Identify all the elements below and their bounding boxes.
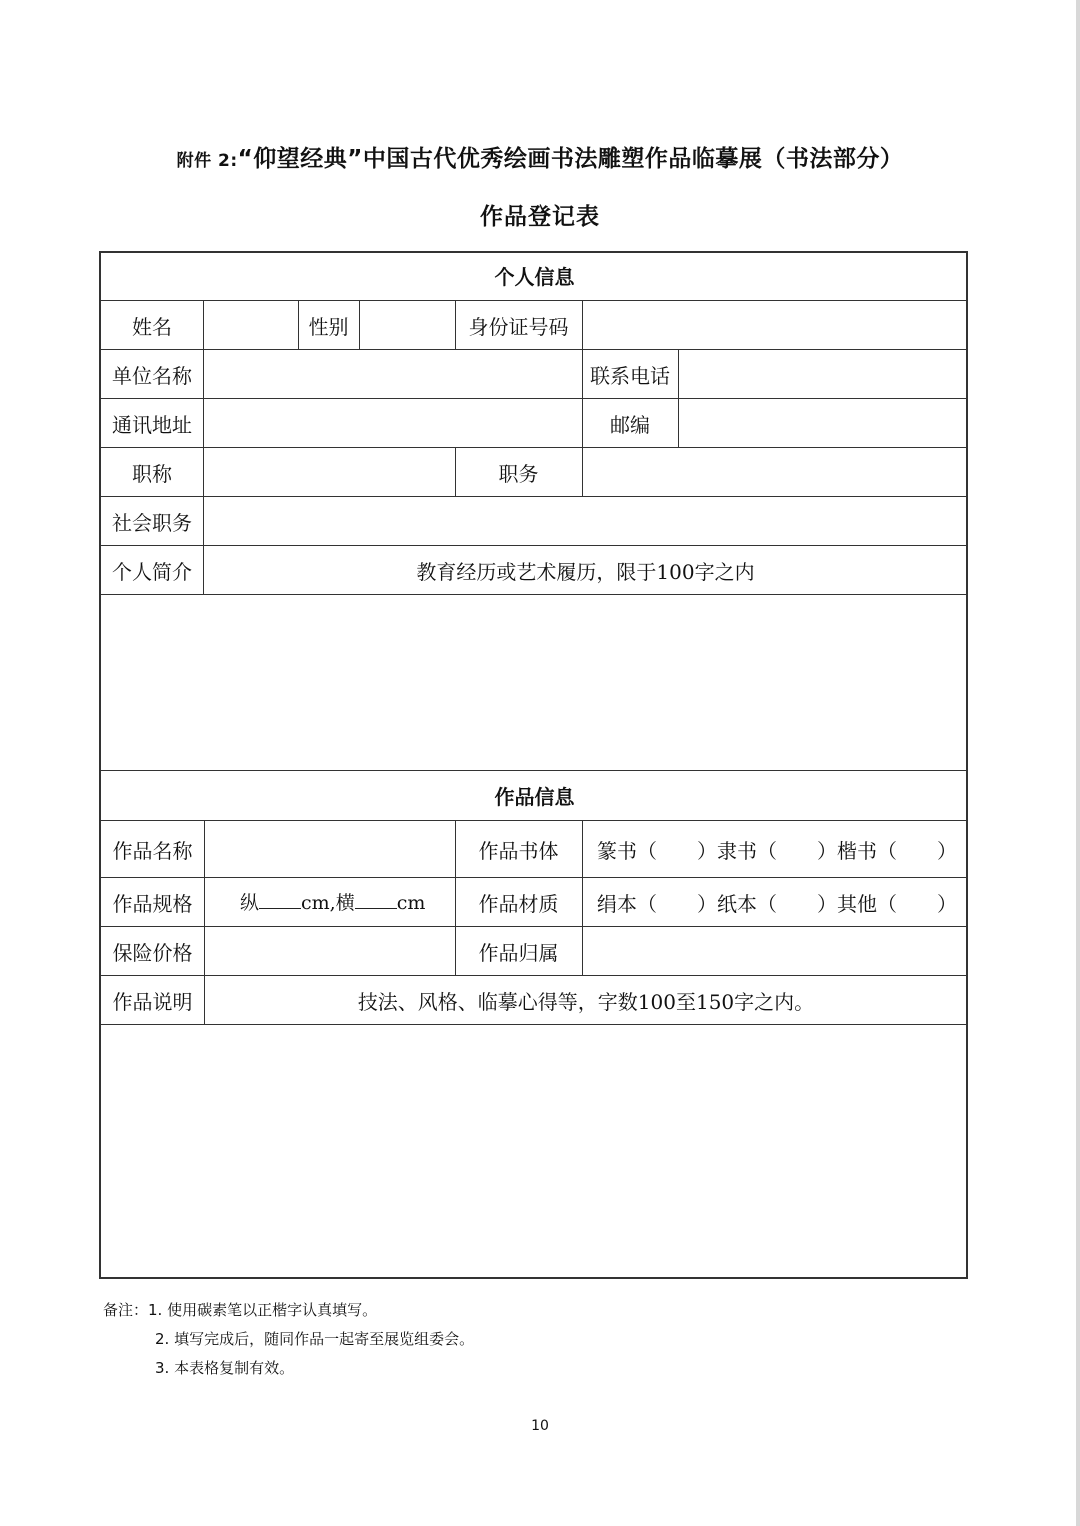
- input-address[interactable]: [205, 401, 580, 445]
- size-vertical-label: 纵: [240, 892, 260, 914]
- material-options[interactable]: 绢本（ ）纸本（ ）其他（ ）: [597, 892, 957, 916]
- size-horizontal-blank[interactable]: [355, 894, 397, 909]
- label-title: 职称: [132, 462, 172, 486]
- label-address: 通讯地址: [112, 413, 192, 437]
- notes: [103, 1296, 474, 1383]
- title-prefix: 附件 2:: [176, 151, 238, 171]
- label-name: 姓名: [132, 315, 172, 339]
- input-id-number[interactable]: [584, 303, 966, 347]
- label-size: 作品规格: [112, 892, 193, 916]
- title-main: “仰望经典”中国古代优秀绘画书法雕塑作品临摹展（书法部分）: [237, 146, 904, 172]
- description-hint: 技法、风格、临摹心得等，字数100至150字之内。: [357, 990, 815, 1014]
- bio-hint: 教育经历或艺术履历，限于100字之内: [416, 560, 755, 584]
- label-position: 职务: [498, 462, 539, 486]
- size-vertical-blank[interactable]: [259, 894, 301, 909]
- label-material: 作品材质: [478, 892, 559, 916]
- note-2: 2. 填写完成后，随同作品一起寄至展览组委会。: [155, 1330, 475, 1348]
- label-id-number: 身份证号码: [468, 315, 569, 339]
- input-work-name[interactable]: [206, 823, 453, 875]
- label-postcode: 邮编: [610, 413, 650, 437]
- label-ownership: 作品归属: [478, 941, 559, 965]
- input-position[interactable]: [584, 450, 966, 494]
- section-personal-info: 个人信息: [494, 265, 575, 289]
- registration-form: [99, 251, 968, 1279]
- input-ownership[interactable]: [584, 929, 966, 973]
- input-social-position[interactable]: [205, 499, 966, 543]
- label-work-name: 作品名称: [112, 839, 193, 863]
- input-postcode[interactable]: [680, 401, 966, 445]
- size-unit-2: cm: [396, 892, 426, 914]
- size-unit-1: cm,: [301, 892, 336, 914]
- size-field[interactable]: [240, 894, 425, 913]
- input-gender[interactable]: [361, 303, 453, 347]
- script-options[interactable]: 篆书（ ）隶书（ ）楷书（ ）: [597, 839, 957, 863]
- label-org: 单位名称: [112, 364, 192, 388]
- document-title: [0, 140, 1080, 173]
- description-textarea[interactable]: [103, 1027, 966, 1277]
- label-script: 作品书体: [478, 839, 559, 863]
- input-insurance[interactable]: [206, 929, 453, 973]
- note-3: 3. 本表格复制有效。: [155, 1359, 295, 1377]
- input-org[interactable]: [205, 352, 580, 396]
- section-work-info: 作品信息: [494, 785, 575, 809]
- input-title[interactable]: [205, 450, 453, 494]
- input-name[interactable]: [205, 303, 297, 347]
- input-phone[interactable]: [680, 352, 966, 396]
- label-phone: 联系电话: [590, 364, 670, 388]
- label-bio: 个人简介: [112, 560, 192, 584]
- size-horizontal-label: 横: [335, 892, 355, 914]
- label-insurance: 保险价格: [112, 941, 193, 965]
- note-1: 1. 使用碳素笔以正楷字认真填写。: [148, 1301, 378, 1319]
- scan-edge: [1076, 0, 1080, 1526]
- label-gender: 性别: [308, 315, 349, 339]
- bio-textarea[interactable]: [103, 597, 966, 767]
- label-description: 作品说明: [112, 990, 193, 1014]
- notes-label: 备注：: [103, 1301, 149, 1319]
- page-number: 10: [531, 1418, 549, 1434]
- label-social-position: 社会职务: [112, 511, 192, 535]
- form-subtitle: 作品登记表: [480, 204, 600, 230]
